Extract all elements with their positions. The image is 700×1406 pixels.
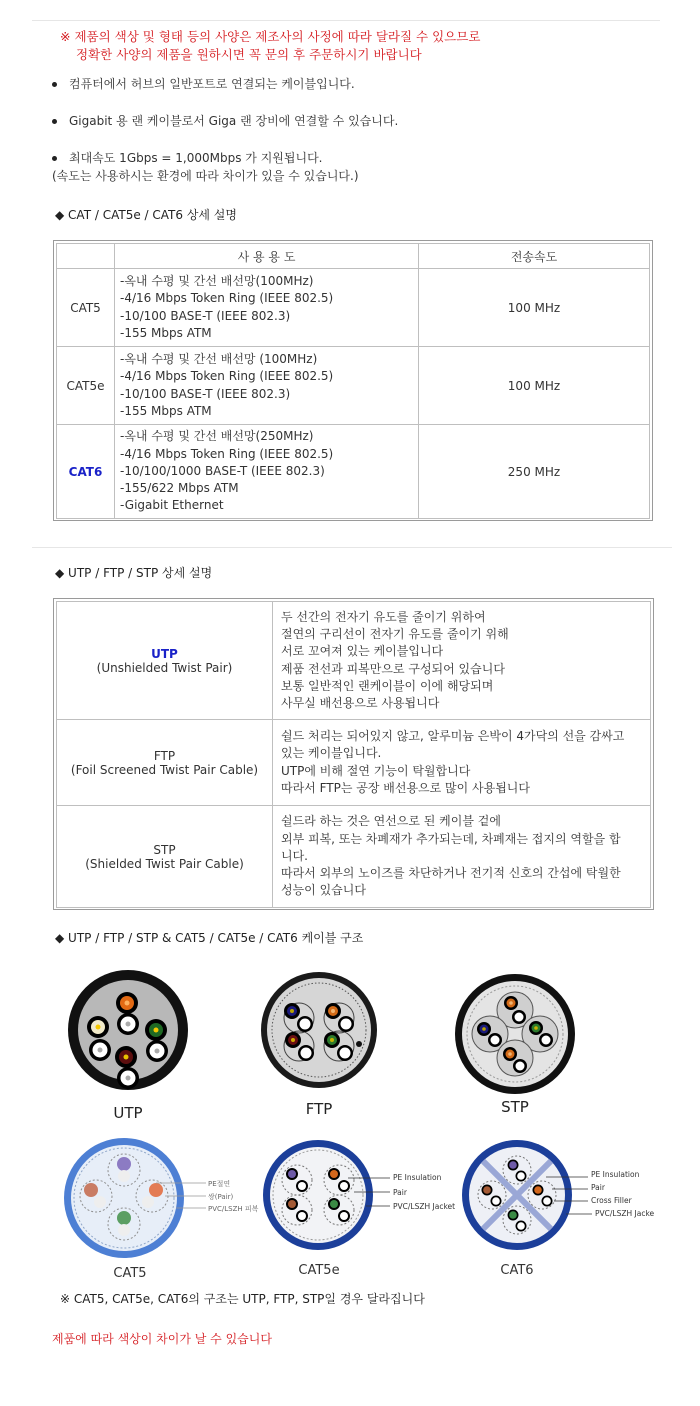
bullet-dot-icon (52, 156, 57, 161)
cat5e-label-pe: PE Insulation (393, 1173, 442, 1182)
cat5e-cable-diagram (262, 1137, 467, 1282)
cat6-label-filler: Cross Filler (591, 1196, 632, 1205)
cat-table-header (57, 244, 650, 269)
section-divider (32, 547, 672, 548)
bullet-gigabit: Gigabit 용 랜 케이블로서 Giga 랜 장비에 연결할 수 있습니다. (52, 112, 398, 129)
utp-section-heading: ◆ UTP / FTP / STP 상세 설명 (55, 566, 213, 580)
header-empty-cell (57, 244, 115, 269)
cat6-label-pair: Pair (591, 1183, 605, 1192)
bullet-hub: 컴퓨터에서 허브의 일반포트로 연결되는 케이블입니다. (52, 75, 355, 92)
utp-table (56, 601, 651, 908)
type-name-utp: UTP (151, 646, 178, 661)
cat5-diagram-label: CAT5 (113, 1266, 147, 1281)
cat5-cable-diagram (58, 1138, 290, 1283)
row-name-cat5e: CAT5e (57, 347, 115, 425)
notice-line-2: 정확한 사양의 제품을 원하시면 꼭 문의 후 주문하시기 바랍니다 (76, 47, 422, 62)
cat5e-label-jacket: PVC/LSZH Jacket (393, 1202, 456, 1211)
table-row (57, 806, 651, 908)
row-desc-stp: 쉴드라 하는 것은 연선으로 된 케이블 겉에 외부 피복, 또는 차폐재가 추가되는데, 차폐재는 접지의 역할을 합 니다. 따라서 외부의 노이즈를 차단하거나 전기적 신호의 간섭에 탁월한 성능이 있습니다 (273, 806, 651, 908)
row-uses-cat6: -옥내 수평 및 간선 배선망(250MHz) -4/16 Mbps Token Ring (IEEE 802.5) -10/100/1000 BASE-T (IEEE 802.3) -155/622 Mbps ATM -Gigabit Ethernet (115, 425, 419, 519)
row-desc-ftp: 쉴드 처리는 되어있지 않고, 알루미늄 은박이 4가닥의 선을 감싸고 있는 케이블입니다. UTP에 비해 절연 기능이 탁월합니다 따라서 FTP는 공장 배선용으로 많이 사용됩니다 (273, 720, 651, 806)
row-desc-utp: 두 선간의 전자기 유도를 줄이기 위하여 절연의 구리선이 전자기 유도를 줄이기 위해 서로 꼬여져 있는 케이블입니다 제품 전선과 피복만으로 구성되어 있습니다 보통 일반적인 랜케이블이 이에 해당되며 사무실 배선용으로 사용됩니다 (273, 602, 651, 720)
type-full-ftp: (Foil Screened Twist Pair Cable) (70, 762, 259, 777)
table-row (57, 347, 650, 425)
row-name-cat5: CAT5 (57, 269, 115, 347)
color-note: 제품에 따라 색상이 차이가 날 수 있습니다 (52, 1332, 272, 1346)
cat6-label-jacket: PVC/LSZH Jacke (595, 1209, 655, 1218)
row-speed-cat5e: 100 MHz (419, 347, 650, 425)
header-speed: 전송속도 (419, 244, 650, 269)
spec-notice (60, 28, 480, 64)
cat5-label-jacket: PVC/LSZH 피복 (208, 1205, 259, 1213)
table-row (57, 425, 650, 519)
cat6-label-pe: PE Insulation (591, 1170, 640, 1179)
type-full-stp: (Shielded Twist Pair Cable) (85, 856, 244, 871)
cat-section-heading: ◆ CAT / CAT5e / CAT6 상세 설명 (55, 208, 237, 222)
row-uses-cat5: -옥내 수평 및 간선 배선망(100MHz) -4/16 Mbps Token Ring (IEEE 802.5) -10/100 BASE-T (IEEE 802.3) -155 Mbps ATM (115, 269, 419, 347)
type-full-utp: (Unshielded Twist Pair) (96, 660, 233, 675)
cat6-diagram-label: CAT6 (500, 1263, 534, 1278)
row-name-cat6: CAT6 (57, 425, 115, 519)
cat-table (56, 243, 650, 519)
type-name-ftp: FTP (153, 748, 176, 763)
bullet-dot-icon (52, 119, 57, 124)
cat5e-diagram-label: CAT5e (298, 1263, 340, 1278)
row-speed-cat6: 250 MHz (419, 425, 650, 519)
type-name-stp: STP (153, 842, 176, 857)
utp-diagram-label: UTP (113, 1104, 143, 1122)
speed-note: (속도는 사용하시는 환경에 따라 차이가 있을 수 있습니다.) (52, 169, 359, 183)
row-uses-cat5e: -옥내 수평 및 간선 배선망 (100MHz) -4/16 Mbps Token Ring (IEEE 802.5) -10/100 BASE-T (IEEE 802.3) -155 Mbps ATM (115, 347, 419, 425)
table-row (57, 602, 651, 720)
stp-diagram-label: STP (501, 1098, 529, 1116)
bullet-dot-icon (52, 82, 57, 87)
cat5e-label-pair: Pair (393, 1188, 407, 1197)
utp-cable-diagram (60, 962, 200, 1122)
row-type-ftp (57, 720, 273, 806)
ftp-diagram-label: FTP (305, 1100, 333, 1118)
row-type-stp (57, 806, 273, 908)
bullet-speed: 최대속도 1Gbps = 1,000Mbps 가 지원됩니다. (52, 149, 322, 166)
cat5-label-pe: PE절연 (208, 1180, 231, 1188)
row-speed-cat5: 100 MHz (419, 269, 650, 347)
structure-note: ※ CAT5, CAT5e, CAT6의 구조는 UTP, FTP, STP일 경우 달라집니다 (60, 1292, 425, 1306)
cat5-label-pair: 쌍(Pair) (208, 1193, 234, 1201)
row-type-utp (57, 602, 273, 720)
structure-section-heading: ◆ UTP / FTP / STP & CAT5 / CAT5e / CAT6 케이블 구조 (55, 931, 364, 945)
stp-cable-diagram (450, 972, 585, 1122)
cat6-cable-diagram (460, 1137, 692, 1282)
header-usage: 사 용 용 도 (115, 244, 419, 269)
table-row (57, 269, 650, 347)
ftp-cable-diagram (255, 966, 390, 1121)
table-row (57, 720, 651, 806)
top-divider (32, 20, 660, 21)
notice-line-1: ※ 제품의 색상 및 형태 등의 사양은 제조사의 사정에 따라 달라질 수 있으므로 (60, 29, 481, 44)
